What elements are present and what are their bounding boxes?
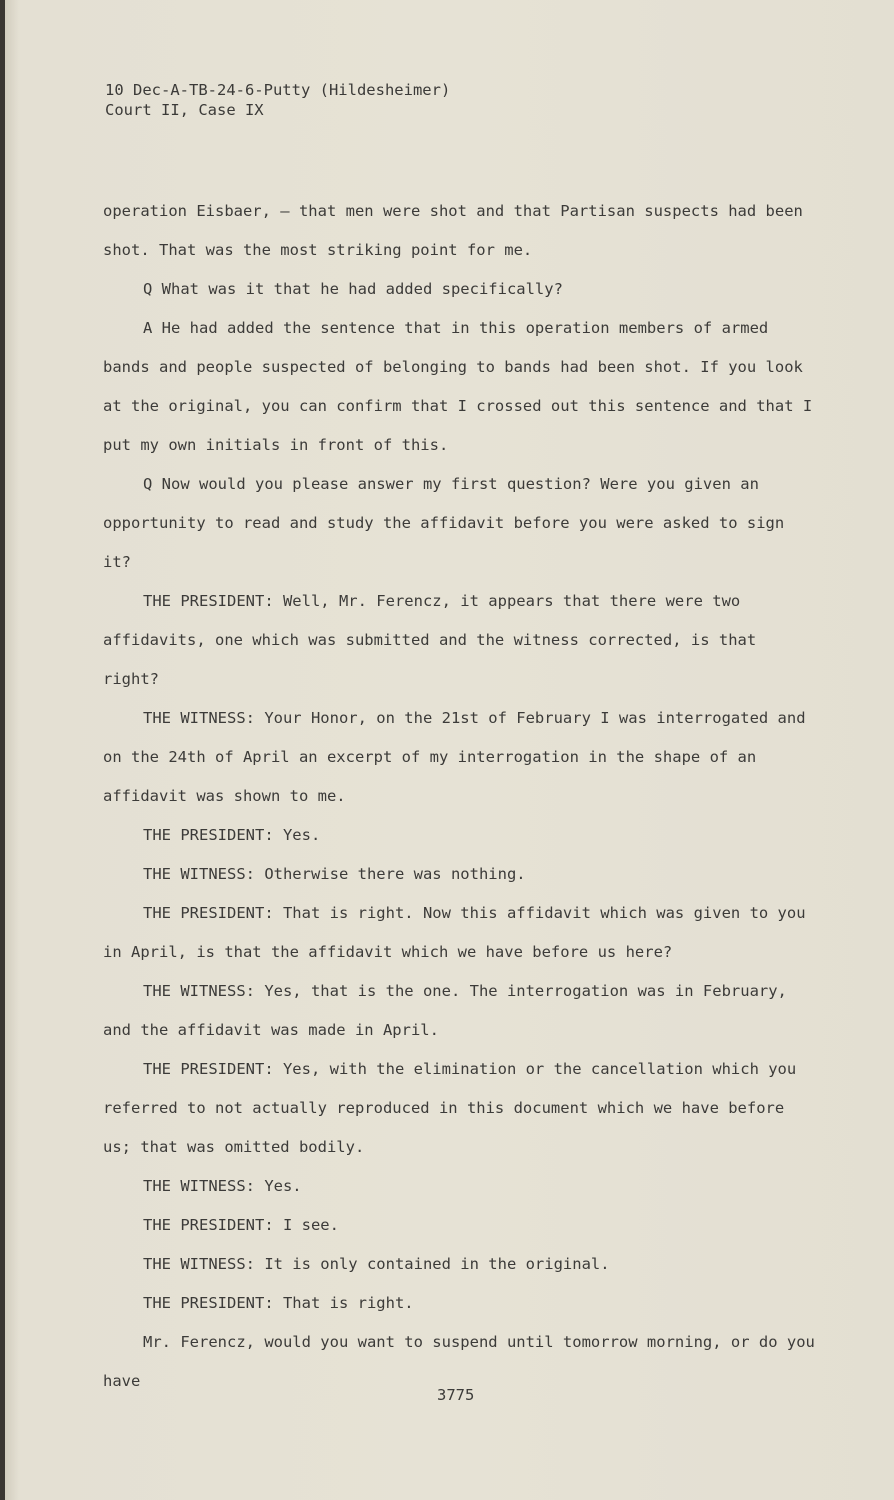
- transcript-paragraph: THE PRESIDENT: That is right.: [143, 1294, 414, 1312]
- transcript-paragraph: THE WITNESS: Yes, that is the one. The interrogation was in February, and the affidavit was made in April.: [103, 982, 787, 1039]
- transcript-paragraph: THE PRESIDENT: Yes.: [143, 826, 321, 844]
- transcript-paragraph: THE WITNESS: Yes.: [143, 1177, 302, 1195]
- transcript-paragraph: Q Now would you please answer my first question? Were you given an opportunity to read and study the affidavit before you were asked to sign it?: [103, 475, 785, 571]
- transcript-paragraph: THE PRESIDENT: Yes, with the elimination or the cancellation which you referred to not actually reproduced in this document which we have before us; that was omitted bodily.: [103, 1060, 797, 1156]
- transcript-paragraph: THE PRESIDENT: I see.: [143, 1216, 339, 1234]
- transcript-paragraph: THE WITNESS: It is only contained in the original.: [143, 1255, 610, 1273]
- header-reference: 10 Dec-A-TB-24-6-Putty (Hildesheimer): [105, 81, 451, 99]
- transcript-paragraph: A He had added the sentence that in this operation members of armed bands and people suspected of belonging to bands had been shot. If you look at the original, you can confirm that I crossed out this sentence and that I put my own initials in front of this.: [103, 319, 813, 454]
- transcript-paragraph: Q What was it that he had added specifically?: [143, 280, 563, 298]
- page-number: 3775: [437, 1386, 475, 1404]
- transcript-paragraph: THE PRESIDENT: Well, Mr. Ferencz, it appears that there were two affidavits, one which was submitted and the witness corrected, is that right?: [103, 592, 757, 688]
- transcript-body: [103, 192, 815, 1401]
- transcript-paragraph: THE WITNESS: Otherwise there was nothing.: [143, 865, 526, 883]
- header-court-case: Court II, Case IX: [105, 101, 264, 119]
- document-header: [105, 80, 450, 120]
- transcript-paragraph: Mr. Ferencz, would you want to suspend until tomorrow morning, or do you have: [103, 1333, 815, 1390]
- transcript-paragraph: THE PRESIDENT: That is right. Now this affidavit which was given to you in April, is that the affidavit which we have before us here?: [103, 904, 806, 961]
- transcript-paragraph: THE WITNESS: Your Honor, on the 21st of February I was interrogated and on the 24th of April an excerpt of my interrogation in the shape of an affidavit was shown to me.: [103, 709, 806, 805]
- transcript-paragraph: operation Eisbaer, — that men were shot and that Partisan suspects had been shot. That was the most striking point for me.: [103, 202, 803, 259]
